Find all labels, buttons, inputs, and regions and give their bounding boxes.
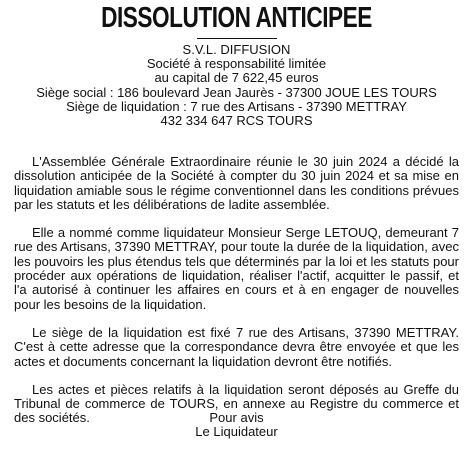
title-divider: [197, 38, 277, 39]
signatory: Le Liquidateur: [195, 424, 278, 440]
paragraph-liquidator: Elle a nommé comme liquidateur Monsieur Serge LETOUQ, demeurant 7 rue des Artisans, 37390 METTRAY, pour toute la durée de la liquidation, avec les pouvoirs les plus étendus tels que déterminés par la loi et les statuts pour procéder aux opérations de liquidation, réaliser l'actif, acquitter le passif, et l'a autorisé à continuer les affaires en cours et à en engager de nouvelles pour les besoins de la liquidation.: [14, 225, 459, 312]
paragraph-liquidation-seat: Le siège de la liquidation est fixé 7 rue des Artisans, 37390 METTRAY. C'est à cette adresse que la correspondance devra être envoyée et que les actes et documents concernant la liquidation devront être notifiés.: [14, 324, 459, 369]
company-name: S.V.L. DIFFUSION: [182, 42, 291, 57]
signature-block: [0, 411, 473, 439]
company-header: [0, 43, 473, 128]
company-capital: au capital de 7 622,45 euros: [154, 70, 319, 86]
paragraph-filing: Les actes et pièces relatifs à la liquidation seront déposés au Greffe du Tribunal de commerce de TOURS, en annexe au Registre du commerce et des sociétés.: [14, 381, 459, 426]
notice-body: [14, 155, 459, 426]
company-rcs: 432 334 647 RCS TOURS: [160, 113, 313, 129]
company-registered-office: Siège social : 186 boulevard Jean Jaurès - 37300 JOUE LES TOURS: [36, 84, 437, 100]
paragraph-dissolution: L'Assemblée Générale Extraordinaire réunie le 30 juin 2024 a décidé la dissolution anticipée de la Société à compter du 30 juin 2024 et sa mise en liquidation amiable sous le régime conventionnel dans les conditions prévues par les statuts et les délibérations de ladite assemblée.: [14, 154, 459, 212]
company-liquidation-office: Siège de liquidation : 7 rue des Artisans - 37390 METTRAY: [66, 98, 407, 114]
closing-line: Pour avis: [209, 410, 264, 425]
notice-title: DISSOLUTION ANTICIPEE: [101, 2, 372, 34]
company-legal-form: Société à responsabilité limitée: [146, 56, 327, 72]
